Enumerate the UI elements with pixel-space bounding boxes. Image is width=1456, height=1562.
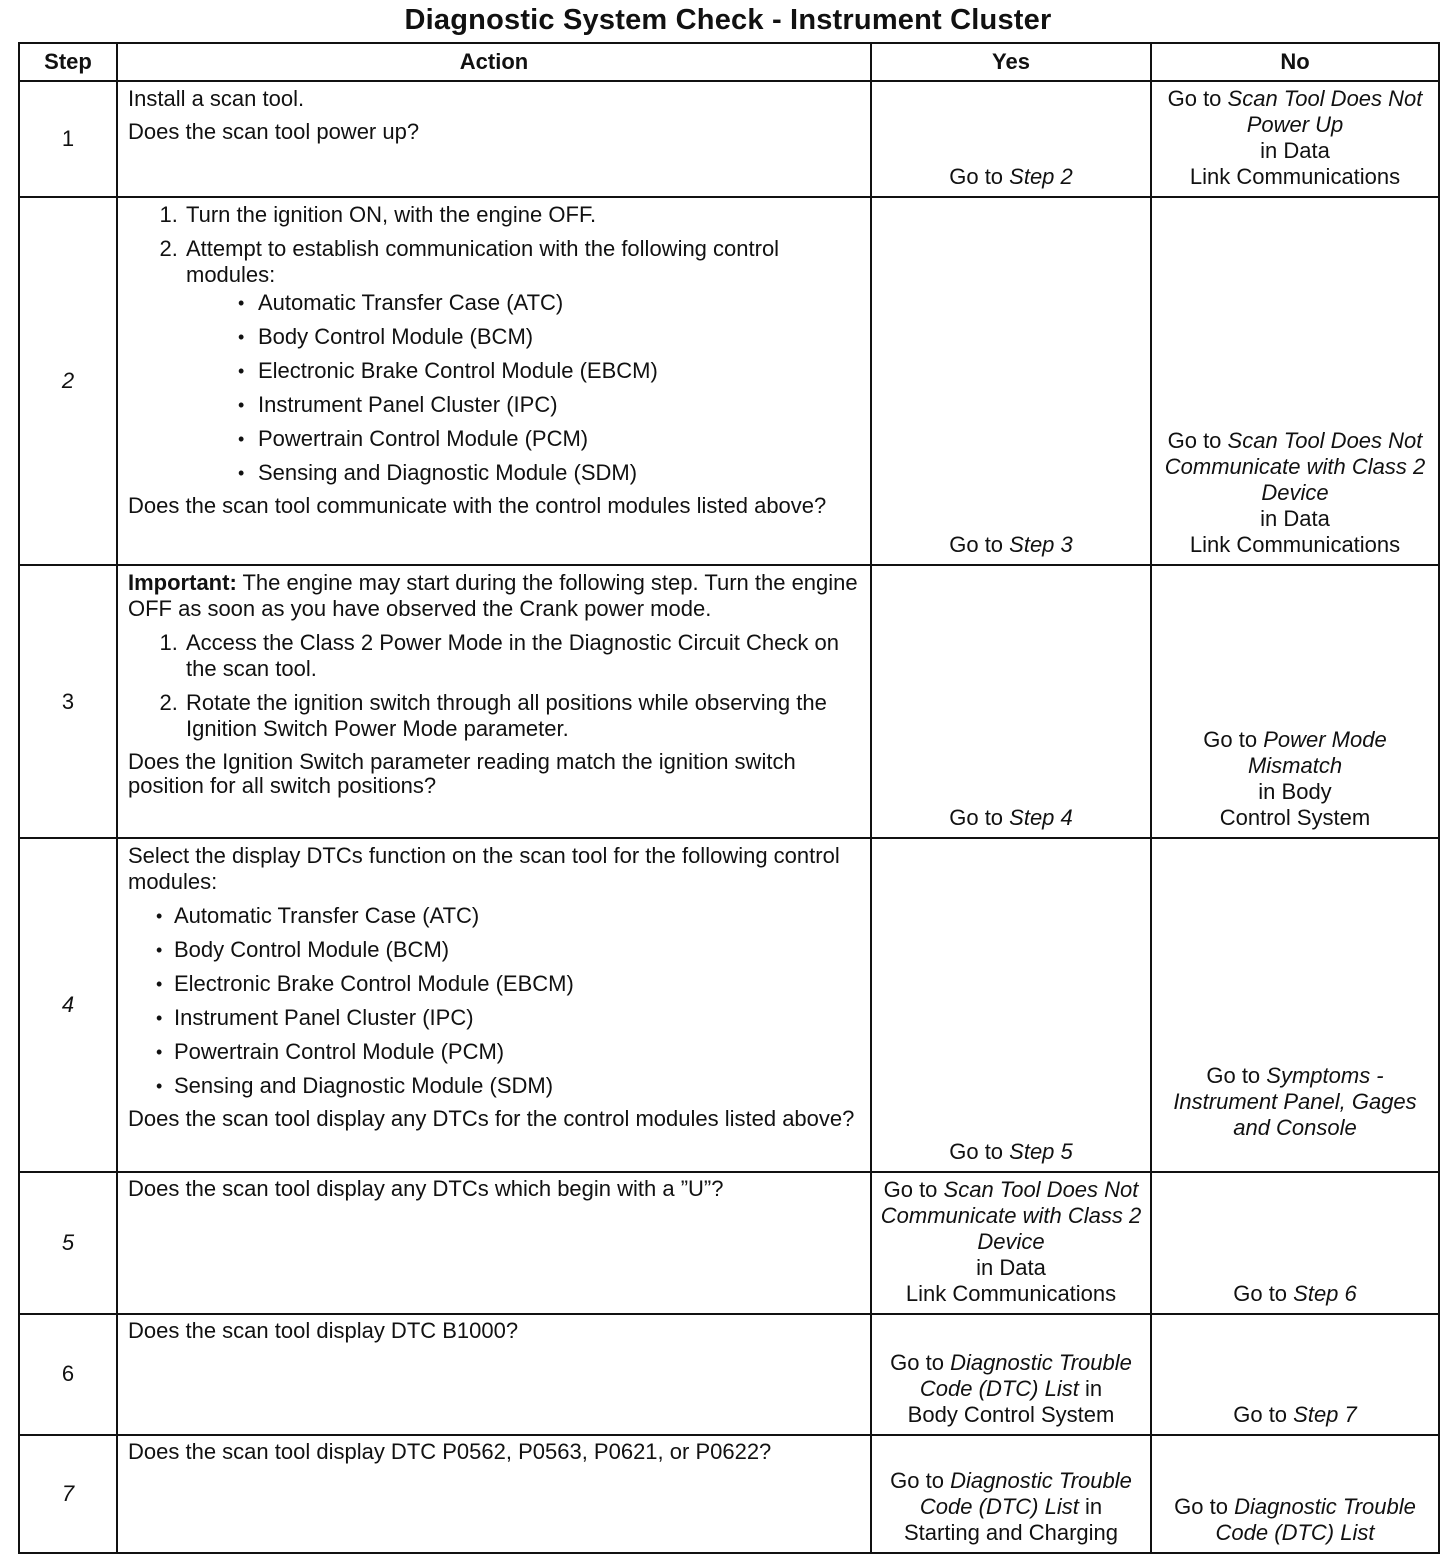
no-target-link[interactable]: Step 7 (1293, 1401, 1357, 1427)
action-cell (117, 197, 871, 565)
step-number: 7 (19, 1435, 117, 1553)
no-cell (1151, 197, 1439, 565)
yes-cell (871, 1172, 1151, 1314)
no-context: in Data (1260, 138, 1330, 163)
no-prefix: Go to (1167, 428, 1228, 454)
list-item: • Electronic Brake Control Module (EBCM) (174, 971, 862, 997)
table-row (19, 838, 1439, 1172)
table-row (19, 1314, 1439, 1434)
no-section: Link Communications (1189, 164, 1401, 189)
yes-prefix: Go to (949, 1138, 1010, 1164)
list-item: • Powertrain Control Module (PCM) (174, 1039, 862, 1065)
yes-prefix: Go to (890, 1349, 951, 1375)
action-cell (117, 1314, 871, 1434)
yes-cell (871, 197, 1151, 565)
no-context: in Data (1260, 506, 1330, 532)
list-item: • Electronic Brake Control Module (EBCM) (256, 358, 862, 384)
yes-target-link[interactable]: Step 4 (1009, 805, 1073, 831)
no-prefix: Go to (1206, 1062, 1267, 1088)
action-step-text: Attempt to establish communication with the following control modules: (186, 236, 780, 288)
action-question: Does the scan tool power up? (128, 119, 420, 144)
no-cell (1151, 1172, 1439, 1314)
yes-context: in Data (976, 1255, 1046, 1281)
list-item: • Automatic Transfer Case (ATC) (256, 290, 862, 316)
yes-prefix: Go to (949, 532, 1010, 558)
yes-prefix: Go to (949, 164, 1010, 190)
no-target-link[interactable]: Scan Tool Does Not Power Up (1227, 86, 1423, 137)
list-item: • Powertrain Control Module (PCM) (256, 426, 862, 452)
no-target-link[interactable]: Scan Tool Does Not Communicate with Class 2 Device (1164, 428, 1426, 506)
no-section: Control System (1219, 805, 1371, 831)
yes-section: Starting and Charging (903, 1520, 1119, 1545)
list-item: • Instrument Panel Cluster (IPC) (174, 1005, 862, 1031)
table-row (19, 1172, 1439, 1314)
no-cell (1151, 565, 1439, 838)
no-cell (1151, 838, 1439, 1172)
yes-section: Body Control System (907, 1401, 1115, 1427)
page-title: Diagnostic System Check - Instrument Cluster (404, 4, 1052, 36)
no-target-link[interactable]: Power Mode Mismatch (1247, 727, 1387, 779)
action-steps (128, 202, 862, 486)
action-cell (117, 1435, 871, 1553)
yes-target-link[interactable]: Step 3 (1009, 532, 1073, 558)
yes-context: in (1078, 1494, 1103, 1519)
no-cell (1151, 1435, 1439, 1553)
action-question: Does the scan tool communicate with the control modules listed above? (128, 493, 827, 519)
list-item: • Body Control Module (BCM) (174, 937, 862, 963)
important-note (128, 570, 862, 622)
no-cell (1151, 1314, 1439, 1434)
yes-section: Link Communications (905, 1281, 1117, 1307)
header-row (19, 43, 1439, 81)
table-row (19, 81, 1439, 197)
action-step: 2. Rotate the ignition switch through all positions while observing the Ignition Switch Power Mode parameter. (184, 690, 862, 742)
step-number: 4 (19, 838, 117, 1172)
step-number: 6 (19, 1314, 117, 1434)
diagnostic-table (18, 42, 1440, 1554)
yes-cell (871, 1314, 1151, 1434)
no-prefix: Go to (1174, 1494, 1235, 1519)
header-action: Action (117, 43, 871, 81)
header-yes: Yes (871, 43, 1151, 81)
list-item: • Instrument Panel Cluster (IPC) (256, 392, 862, 418)
yes-target-link[interactable]: Diagnostic Trouble Code (DTC) List (919, 1468, 1132, 1519)
list-item: • Body Control Module (BCM) (256, 324, 862, 350)
yes-target-link[interactable]: Step 2 (1009, 164, 1073, 190)
yes-target-link[interactable]: Step 5 (1009, 1138, 1073, 1164)
yes-cell (871, 1435, 1151, 1553)
yes-cell (871, 838, 1151, 1172)
no-prefix: Go to (1233, 1401, 1294, 1427)
step-number: 3 (19, 565, 117, 838)
no-prefix: Go to (1233, 1281, 1294, 1307)
no-target-link[interactable]: Step 6 (1293, 1281, 1357, 1307)
action-cell (117, 1172, 871, 1314)
action-question: Does the Ignition Switch parameter reading match the ignition switch position for all switch positions? (128, 749, 796, 799)
header-step: Step (19, 43, 117, 81)
no-cell (1151, 81, 1439, 197)
action-steps (128, 630, 862, 742)
module-list (128, 903, 862, 1099)
step-number: 1 (19, 81, 117, 197)
action-step: 1. Turn the ignition ON, with the engine OFF. (184, 202, 862, 228)
table-row (19, 197, 1439, 565)
yes-target-link[interactable]: Diagnostic Trouble Code (DTC) List (919, 1349, 1132, 1401)
action-text: Select the display DTCs function on the scan tool for the following control modules: (128, 843, 840, 895)
list-item: • Sensing and Diagnostic Module (SDM) (256, 460, 862, 486)
action-step: 1. Access the Class 2 Power Mode in the Diagnostic Circuit Check on the scan tool. (184, 630, 862, 682)
table-row (19, 565, 1439, 838)
list-item: • Automatic Transfer Case (ATC) (174, 903, 862, 929)
action-question: Does the scan tool display DTC P0562, P0563, P0621, or P0622? (128, 1438, 772, 1464)
step-number: 5 (19, 1172, 117, 1314)
action-step (184, 236, 862, 486)
yes-cell (871, 565, 1151, 838)
list-item: • Sensing and Diagnostic Module (SDM) (174, 1073, 862, 1099)
action-question: Does the scan tool display any DTCs for the control modules listed above? (128, 1106, 855, 1132)
important-text: The engine may start during the following step. Turn the engine OFF as soon as you have observed the Crank power mode. (128, 570, 858, 622)
action-question: Does the scan tool display any DTCs which begin with a ”U”? (128, 1175, 724, 1201)
action-cell (117, 81, 871, 197)
no-target-link[interactable]: Symptoms - Instrument Panel, Gages and Console (1173, 1062, 1417, 1140)
no-section: Link Communications (1189, 532, 1401, 558)
yes-prefix: Go to (949, 805, 1010, 831)
yes-cell (871, 81, 1151, 197)
no-context: in Body (1258, 779, 1332, 805)
action-question: Does the scan tool display DTC B1000? (128, 1318, 519, 1344)
yes-prefix: Go to (883, 1177, 944, 1203)
step-number: 2 (19, 197, 117, 565)
no-prefix: Go to (1167, 86, 1228, 111)
action-text: Install a scan tool. (128, 86, 305, 111)
action-cell (117, 565, 871, 838)
action-cell (117, 838, 871, 1172)
important-label: Important: (128, 570, 237, 596)
yes-context: in (1078, 1375, 1103, 1401)
no-prefix: Go to (1203, 727, 1264, 753)
table-row (19, 1435, 1439, 1553)
yes-target-link[interactable]: Scan Tool Does Not Communicate with Class 2 Device (880, 1177, 1142, 1255)
header-no: No (1151, 43, 1439, 81)
module-list (186, 290, 862, 486)
yes-prefix: Go to (890, 1468, 951, 1493)
no-target-link[interactable]: Diagnostic Trouble Code (DTC) List (1215, 1494, 1416, 1545)
